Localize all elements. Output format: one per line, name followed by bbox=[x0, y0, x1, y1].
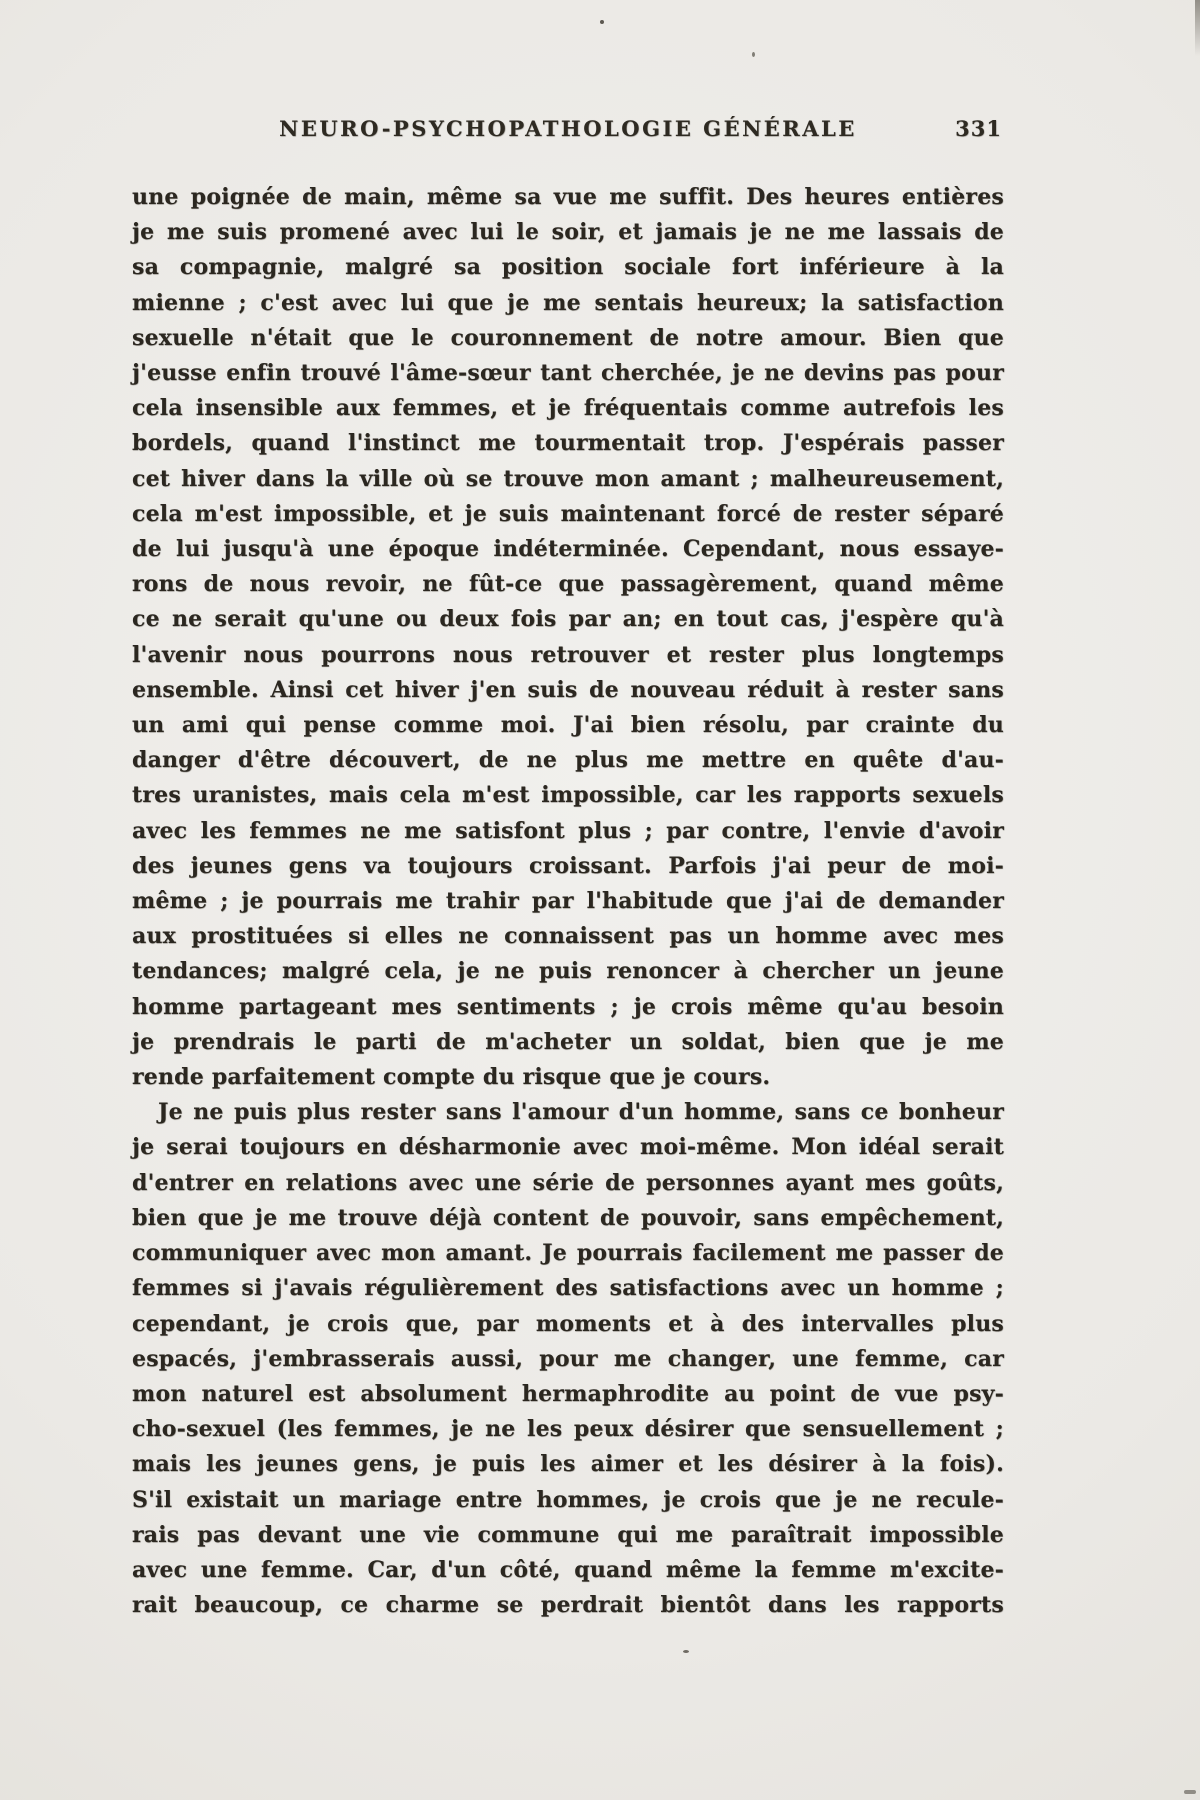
text-line: mienne ; c'est avec lui que je me sentais heureux; la satisfaction bbox=[132, 289, 1004, 316]
text-line: danger d'être découvert, de ne plus me mettre en quête d'au- bbox=[132, 747, 1004, 774]
text-line: des jeunes gens va toujours croissant. Parfois j'ai peur de moi- bbox=[132, 852, 1004, 879]
text-line: même ; je pourrais me trahir par l'habitude que j'ai de demander bbox=[132, 888, 1004, 915]
text-line: avec une femme. Car, d'un côté, quand même la femme m'excite- bbox=[132, 1556, 1004, 1583]
text-line: femmes si j'avais régulièrement des satisfactions avec un homme ; bbox=[132, 1275, 1004, 1302]
text-line: je me suis promené avec lui le soir, et jamais je ne me lassais de bbox=[132, 219, 1004, 246]
text-line: espacés, j'embrasserais aussi, pour me changer, une femme, car bbox=[132, 1345, 1004, 1372]
text-line: une poignée de main, même sa vue me suffit. Des heures entières bbox=[132, 184, 1004, 210]
text-line: d'entrer en relations avec une série de personnes ayant mes goûts, bbox=[132, 1169, 1004, 1196]
text-line: tres uranistes, mais cela m'est impossible, car les rapports sexuels bbox=[132, 782, 1004, 809]
text-line: un ami qui pense comme moi. J'ai bien résolu, par crainte du bbox=[132, 712, 1004, 739]
text-line: cela m'est impossible, et je suis maintenant forcé de rester séparé bbox=[132, 500, 1004, 527]
text-line: aux prostituées si elles ne connaissent pas un homme avec mes bbox=[132, 923, 1004, 950]
page-number: 331 bbox=[955, 116, 1002, 141]
text-line: ensemble. Ainsi cet hiver j'en suis de nouveau réduit à rester sans bbox=[132, 676, 1004, 703]
paragraph bbox=[132, 180, 1004, 1095]
text-line: avec les femmes ne me satisfont plus ; par contre, l'envie d'avoir bbox=[132, 817, 1004, 844]
text-line: cet hiver dans la ville où se trouve mon amant ; malheureusement, bbox=[132, 465, 1004, 492]
text-line: cela insensible aux femmes, et je fréquentais comme autrefois les bbox=[132, 395, 1004, 422]
text-line: bordels, quand l'instinct me tourmentait trop. J'espérais passer bbox=[132, 430, 1004, 457]
text-line: cho-sexuel (les femmes, je ne les peux désirer que sensuellement ; bbox=[132, 1416, 1004, 1443]
text-line: S'il existait un mariage entre hommes, je crois que je ne recule- bbox=[132, 1486, 1004, 1513]
text-line: mon naturel est absolument hermaphrodite au point de vue psy- bbox=[132, 1380, 1004, 1407]
text-line: tendances; malgré cela, je ne puis renoncer à chercher un jeune bbox=[132, 958, 1004, 985]
text-line: sexuelle n'était que le couronnement de notre amour. Bien que bbox=[132, 324, 1004, 351]
text-line: rait beaucoup, ce charme se perdrait bientôt dans les rapports bbox=[132, 1592, 1004, 1619]
text-line: l'avenir nous pourrons nous retrouver et rester plus longtemps bbox=[132, 641, 1004, 668]
text-line: homme partageant mes sentiments ; je crois même qu'au besoin bbox=[132, 993, 1004, 1020]
scan-speck bbox=[1184, 1790, 1196, 1794]
text-line: Je ne puis plus rester sans l'amour d'un homme, sans ce bonheur bbox=[158, 1099, 1004, 1126]
text-line: rons de nous revoir, ne fût-ce que passagèrement, quand même bbox=[132, 571, 1004, 598]
text-line: cependant, je crois que, par moments et à des intervalles plus bbox=[132, 1310, 1004, 1337]
text-line: mais les jeunes gens, je puis les aimer et les désirer à la fois). bbox=[132, 1451, 1004, 1478]
text-line: ce ne serait qu'une ou deux fois par an; en tout cas, j'espère qu'à bbox=[132, 606, 1004, 633]
text-line: je serai toujours en désharmonie avec moi-même. Mon idéal serait bbox=[132, 1134, 1004, 1161]
text-line: de lui jusqu'à une époque indéterminée. Cependant, nous essaye- bbox=[132, 536, 1004, 563]
scan-speck bbox=[683, 1650, 689, 1653]
scan-edge-shadow bbox=[1195, 0, 1200, 56]
text-line: bien que je me trouve déjà content de pouvoir, sans empêchement, bbox=[132, 1204, 1004, 1231]
text-line: communiquer avec mon amant. Je pourrais facilement me passer de bbox=[132, 1240, 1004, 1267]
text-line: j'eusse enfin trouvé l'âme-sœur tant cherchée, je ne devins pas pour bbox=[132, 360, 1004, 387]
text-line: je prendrais le parti de m'acheter un soldat, bien que je me bbox=[132, 1028, 1004, 1055]
scan-speck bbox=[752, 52, 755, 57]
text-line: sa compagnie, malgré sa position sociale fort inférieure à la bbox=[132, 254, 1004, 281]
paragraph bbox=[132, 1095, 1004, 1623]
page-header bbox=[132, 116, 1004, 141]
text-line: rais pas devant une vie commune qui me paraîtrait impossible bbox=[132, 1521, 1004, 1548]
scan-speck bbox=[600, 20, 604, 24]
text-line: rende parfaitement compte du risque que je cours. bbox=[132, 1064, 771, 1091]
text-block bbox=[132, 180, 1004, 1623]
running-title: NEURO-PSYCHOPATHOLOGIE GÉNÉRALE bbox=[279, 116, 857, 141]
